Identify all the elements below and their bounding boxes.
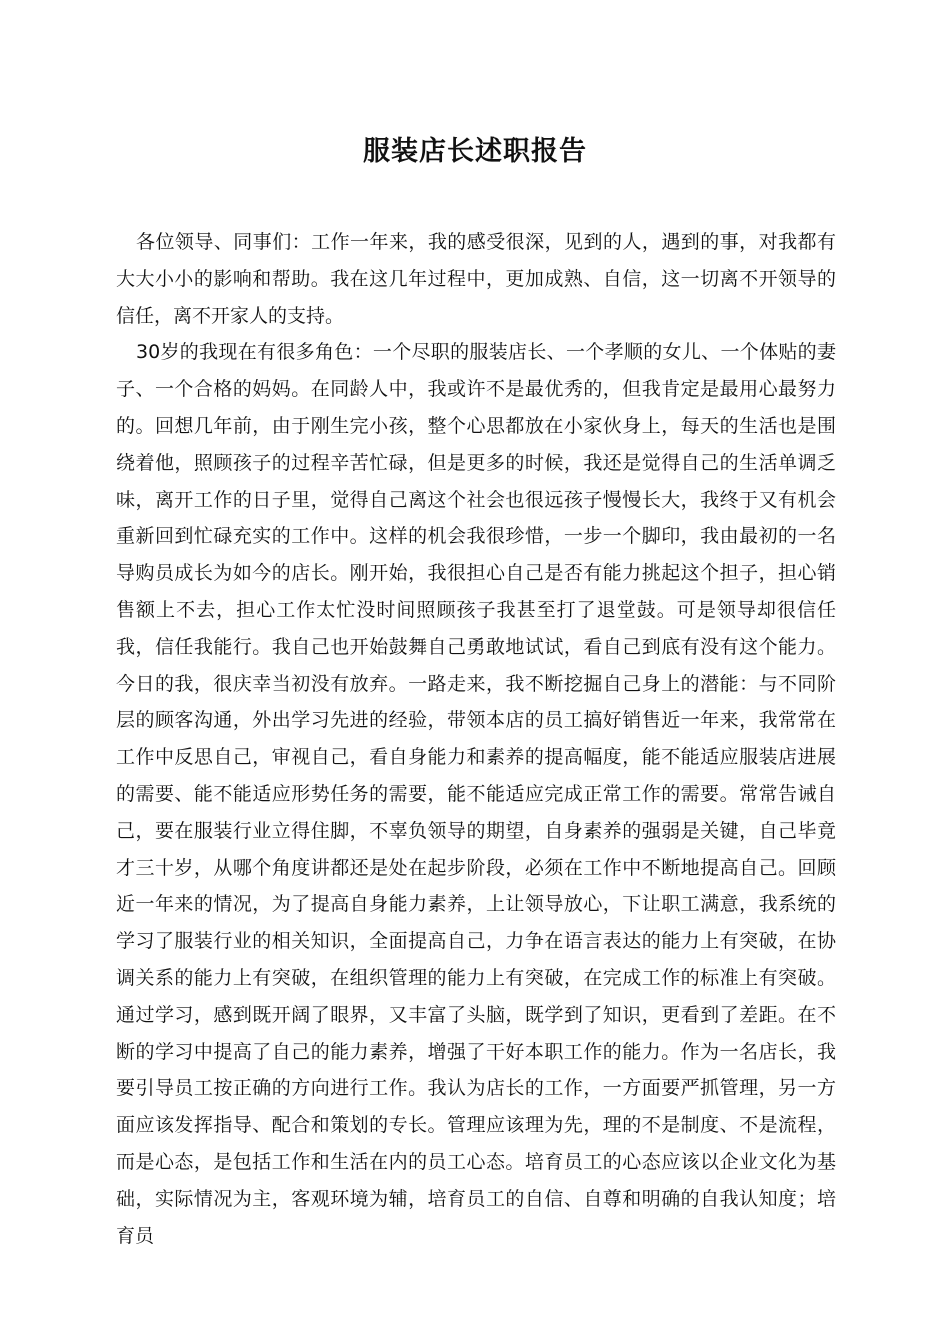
paragraph-greeting: 各位领导、同事们：工作一年来，我的感受很深，见到的人，遇到的事，对我都有大大小小的影响和帮助。我在这几年过程中，更加成熟、自信，这一切离不开领导的信任，离不开家人的支持。 xyxy=(116,231,836,327)
paragraph-main: 30岁的我现在有很多角色：一个尽职的服装店长、一个孝顺的女儿、一个体贴的妻子、一个合格的妈妈。在同龄人中，我或许不是最优秀的，但我肯定是最用心最努力的。回想几年前，由于刚生完小孩，整个心思都放在小家伙身上，每天的生活也是围绕着他，照顾孩子的过程辛苦忙碌，但是更多的时候，我还是觉得自己的生活单调乏味，离开工作的日子里，觉得自己离这个社会也很远孩子慢慢长大，我终于又有机会重新回到忙碌充实的工作中。这样的机会我很珍惜，一步一个脚印，我由最初的一名导购员成长为如今的店长。刚开始，我很担心自己是否有能力挑起这个担子，担心销售额上不去，担心工作太忙没时间照顾孩子我甚至打了退堂鼓。可是领导却很信任我，信任我能行。我自己也开始鼓舞自己勇敢地试试，看自己到底有没有这个能力。今日的我，很庆幸当初没有放弃。一路走来，我不断挖掘自己身上的潜能：与不同阶层的顾客沟通，外出学习先进的经验，带领本店的员工搞好销售近一年来，我常常在工作中反思自己，审视自己，看自身能力和素养的提高幅度，能不能适应服装店进展的需要、能不能适应形势任务的需要，能不能适应完成正常工作的需要。常常告诫自己，要在服装行业立得住脚，不辜负领导的期望，自身素养的强弱是关键，自己毕竟才三十岁，从哪个角度讲都还是处在起步阶段，必须在工作中不断地提高自己。回顾近一年来的情况，为了提高自身能力素养，上让领导放心，下让职工满意，我系统的学习了服装行业的相关知识，全面提高自己，力争在语言表达的能力上有突破，在协调关系的能力上有突破，在组织管理的能力上有突破，在完成工作的标准上有突破。通过学习，感到既开阔了眼界，又丰富了头脑，既学到了知识，更看到了差距。在不断的学习中提高了自己的能力素养，增强了干好本职工作的能力。作为一名店长，我要引导员工按正确的方向进行工作。我认为店长的工作，一方面要严抓管理，另一方面应该发挥指导、配合和策划的专长。管理应该理为先，理的不是制度、不是流程，而是心态，是包括工作和生活在内的员工心态。培育员工的心态应该以企业文化为基础，实际情况为主，客观环境为辅，培育员工的自信、自尊和明确的自我认知度；培育员 xyxy=(116,341,836,1247)
document-body xyxy=(116,224,836,1254)
document-title: 服装店长述职报告 xyxy=(363,136,587,167)
